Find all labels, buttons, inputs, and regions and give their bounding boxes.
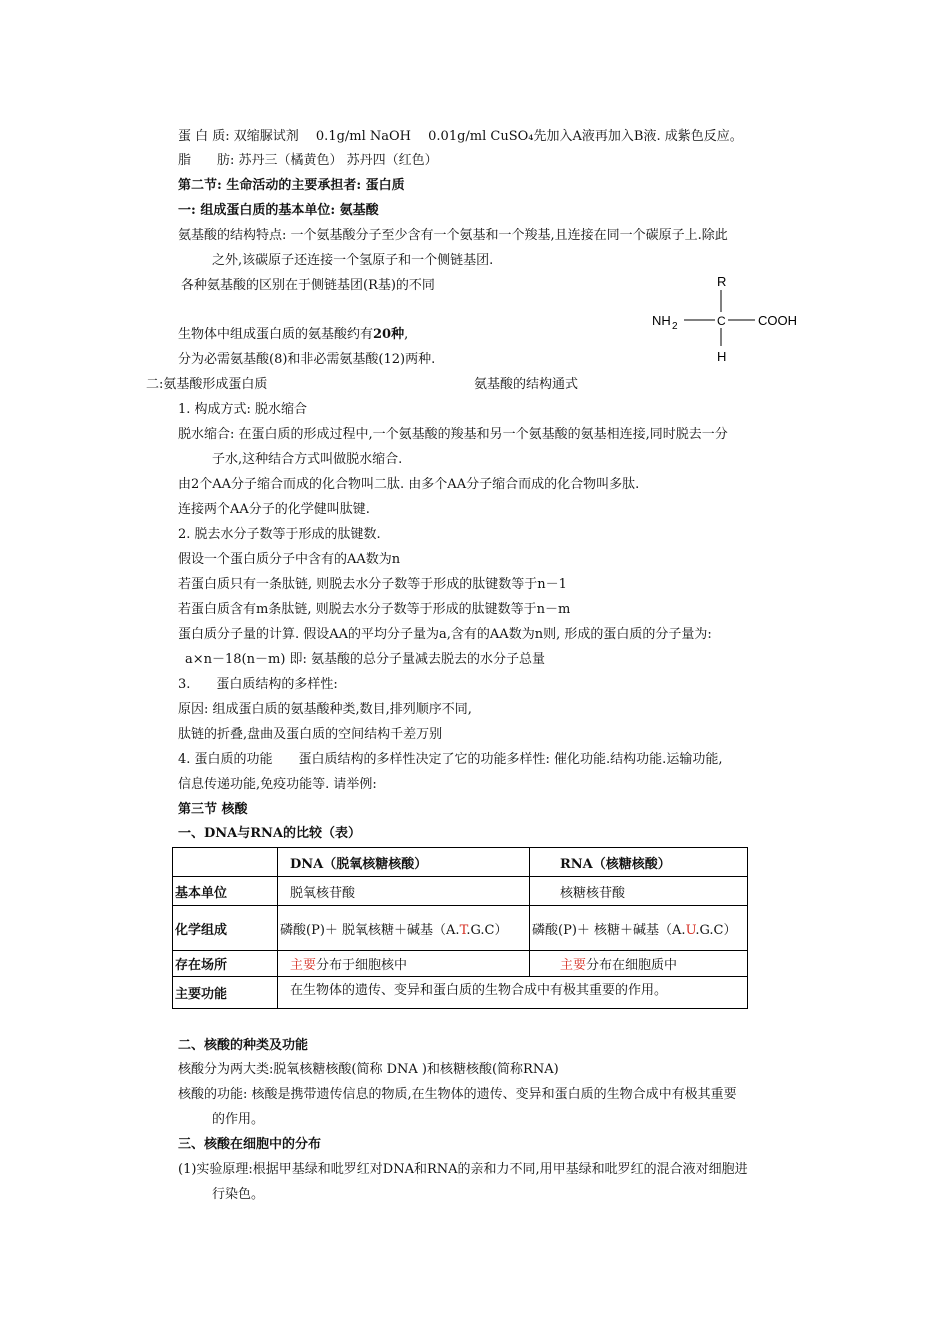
text-condensation-method: 1. 构成方式: 脱水缩合 bbox=[178, 402, 308, 417]
reagent-protein: 蛋 白 质: 双缩脲试剂 0.1g/ml NaOH 0.01g/ml CuSO₄先加入A液再加入B液. 成紫色反应。 bbox=[178, 129, 743, 144]
dna-location-main: 主要 bbox=[290, 958, 317, 973]
table-row bbox=[173, 977, 748, 1009]
amino-count-value: 20种 bbox=[373, 327, 405, 342]
function-text: 在生物体的遗传、变异和蛋白质的生物合成中有极其重要的作用。 bbox=[278, 977, 748, 1009]
text-one-chain: 若蛋白质只有一条肽链, 则脱去水分子数等于形成的肽键数等于n－1 bbox=[178, 577, 567, 592]
text-nucleic-function-cont: 的作用。 bbox=[212, 1112, 265, 1127]
text-peptide: 由2个AA分子缩合而成的化合物叫二肽. 由多个AA分子缩合而成的化合物叫多肽. bbox=[178, 477, 640, 492]
formula-sub2: 2 bbox=[672, 321, 678, 332]
formula-c: C bbox=[717, 314, 726, 328]
text-peptide-bond: 连接两个AA分子的化学健叫肽键. bbox=[178, 502, 370, 517]
formula-caption: 氨基酸的结构通式 bbox=[474, 377, 579, 392]
dna-location bbox=[278, 951, 530, 977]
header-dna: DNA（脱氧核糖核酸） bbox=[278, 848, 530, 877]
dna-rna-table bbox=[172, 847, 748, 1009]
text-protein-function: 4. 蛋白质的功能 蛋白质结构的多样性决定了它的功能多样性: 催化功能.结构功能.运输功能, bbox=[178, 752, 723, 767]
text-condensation-def-cont: 子水,这种结合方式叫做脱水缩合. bbox=[212, 452, 403, 467]
section-2-title: 第二节: 生命活动的主要承担者: 蛋白质 bbox=[178, 178, 405, 193]
amino-count-prefix: 生物体中组成蛋白质的氨基酸约有 bbox=[178, 327, 374, 342]
text-essential: 分为必需氨基酸(8)和非必需氨基酸(12)两种. bbox=[178, 352, 436, 367]
rna-location-main: 主要 bbox=[560, 958, 587, 973]
text-diversity: 3. 蛋白质结构的多样性: bbox=[178, 677, 338, 692]
rna-base-a: A. bbox=[672, 922, 686, 938]
dna-unit: 脱氧核苷酸 bbox=[278, 877, 530, 906]
heading-dna-rna-compare: 一、DNA与RNA的比较（表） bbox=[178, 826, 362, 841]
text-weight-formula: a×n－18(n－m) 即: 氨基酸的总分子量减去脱去的水分子总量 bbox=[185, 652, 546, 667]
reagent-fat: 脂 肪: 苏丹三（橘黄色） 苏丹四（红色） bbox=[178, 153, 438, 168]
dna-location-text: 分布于细胞核中 bbox=[316, 958, 408, 973]
row-label-function: 主要功能 bbox=[173, 977, 278, 1009]
text-folding: 肽链的折叠,盘曲及蛋白质的空间结构千差万别 bbox=[178, 727, 443, 742]
text-amino-count bbox=[178, 326, 408, 344]
rna-base-gc: .G.C） bbox=[695, 922, 737, 938]
dna-composition-text: 磷酸(P)＋ 脱氧核糖＋碱基（ bbox=[280, 922, 447, 938]
row-label-unit: 基本单位 bbox=[173, 877, 278, 906]
rna-unit: 核糖核苷酸 bbox=[530, 877, 748, 906]
header-rna: RNA（核糖核酸） bbox=[530, 848, 748, 877]
text-structure-feature: 氨基酸的结构特点: 一个氨基酸分子至少含有一个氨基和一个羧基,且连接在同一个碳原子上.除此 bbox=[178, 228, 728, 243]
table-header-row bbox=[173, 848, 748, 877]
table-row bbox=[173, 906, 748, 951]
text-experiment-principle-cont: 行染色。 bbox=[212, 1187, 265, 1202]
rna-composition-text: 磷酸(P)＋ 核糖＋碱基（ bbox=[532, 922, 673, 938]
amino-acid-formula bbox=[640, 268, 810, 368]
text-structure-feature-cont: 之外,该碳原子还连接一个氢原子和一个侧链基团. bbox=[212, 253, 494, 268]
heading-nucleic-distribution: 三、核酸在细胞中的分布 bbox=[178, 1137, 322, 1152]
rna-composition bbox=[530, 906, 748, 951]
text-experiment-principle: (1)实验原理:根据甲基绿和吡罗红对DNA和RNA的亲和力不同,用甲基绿和吡罗红的混合液对细胞进 bbox=[178, 1162, 748, 1177]
heading-nucleic-types: 二、核酸的种类及功能 bbox=[178, 1038, 309, 1053]
dna-composition bbox=[278, 906, 530, 951]
text-reason: 原因: 组成蛋白质的氨基酸种类,数目,排列顺序不同, bbox=[178, 702, 472, 717]
rna-location bbox=[530, 951, 748, 977]
section-3-title: 第三节 核酸 bbox=[178, 802, 248, 817]
formula-r: R bbox=[717, 274, 727, 289]
text-protein-function-cont: 信息传递功能,免疫功能等. 请举例: bbox=[178, 777, 377, 792]
table-row bbox=[173, 951, 748, 977]
row-label-composition: 化学组成 bbox=[173, 906, 278, 951]
rna-location-text: 分布在细胞质中 bbox=[586, 958, 678, 973]
text-molecular-weight: 蛋白质分子量的计算. 假设AA的平均分子量为a,含有的AA数为n则, 形成的蛋白质的分子量为: bbox=[178, 627, 712, 642]
rna-base-u: U bbox=[685, 922, 696, 938]
formula-h: H bbox=[717, 349, 727, 364]
text-condensation-def: 脱水缩合: 在蛋白质的形成过程中,一个氨基酸的羧基和另一个氨基酸的氨基相连接,同时脱去一分 bbox=[178, 427, 728, 442]
text-nucleic-function: 核酸的功能: 核酸是携带遗传信息的物质,在生物体的遗传、变异和蛋白质的生物合成中有极其重要 bbox=[178, 1087, 737, 1102]
formula-cooh: COOH bbox=[758, 313, 797, 328]
heading-amino-acid: 一: 组成蛋白质的基本单位: 氨基酸 bbox=[178, 203, 379, 218]
dna-base-gc: .G.C） bbox=[466, 922, 508, 938]
text-m-chains: 若蛋白质含有m条肽链, 则脱去水分子数等于形成的肽键数等于n－m bbox=[178, 602, 571, 617]
heading-protein-formation: 二:氨基酸形成蛋白质 bbox=[146, 377, 268, 392]
table-corner bbox=[173, 848, 278, 877]
text-r-group: 各种氨基酸的区别在于侧链基团(R基)的不同 bbox=[181, 278, 435, 293]
text-water-count: 2. 脱去水分子数等于形成的肽键数. bbox=[178, 527, 381, 542]
table-row bbox=[173, 877, 748, 906]
dna-base-a: A. bbox=[446, 922, 460, 938]
row-label-location: 存在场所 bbox=[173, 951, 278, 977]
amino-count-suffix: , bbox=[404, 327, 409, 342]
formula-nh: NH bbox=[652, 313, 671, 328]
text-nucleic-classes: 核酸分为两大类:脱氧核糖核酸(简称 DNA )和核糖核酸(简称RNA) bbox=[178, 1062, 559, 1077]
text-assume-n: 假设一个蛋白质分子中含有的AA数为n bbox=[178, 552, 401, 567]
dna-base-t: T bbox=[459, 922, 467, 938]
